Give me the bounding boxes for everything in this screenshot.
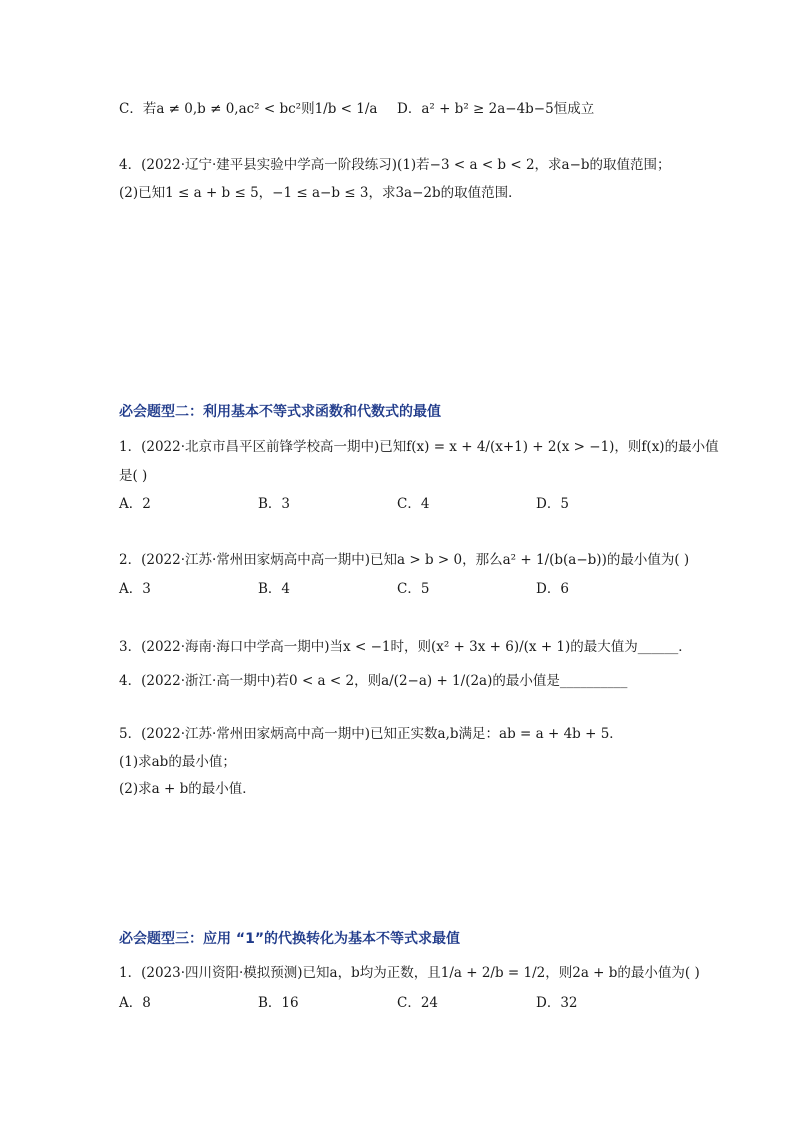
s3-question-1: 1．(2023·四川资阳·模拟预测)已知a，b均为正数，且1/a + 2/b = 1/2，则2a + b的最小值为( ) xyxy=(119,965,700,981)
s2-question-3: 3．(2022·海南·海口中学高一期中)当x < −1时，则(x² + 3x + 6)/(x + 1)的最大值为______． xyxy=(119,639,692,655)
s2-question-5-line3: (2)求a + b的最小值． xyxy=(119,781,256,797)
s3-q1-option-a: A．8 xyxy=(119,995,151,1011)
s3-q1-option-c: C．24 xyxy=(397,995,439,1011)
s3-q1-option-d: D．32 xyxy=(536,995,578,1011)
section-2-title: 必会题型二：利用基本不等式求函数和代数式的最值 xyxy=(119,404,441,420)
s2-question-5-line2: (1)求ab的最小值； xyxy=(119,754,236,770)
s2-question-1-line1: 1．(2022·北京市昌平区前锋学校高一期中)已知f(x) = x + 4/(x+1) + 2(x > −1)，则f(x)的最小值 xyxy=(119,439,719,455)
option-d: D．a² + b² ≥ 2a−4b−5恒成立 xyxy=(397,101,595,117)
s2-question-5-line1: 5．(2022·江苏·常州田家炳高中高一期中)已知正实数a,b满足：ab = a + 4b + 5． xyxy=(119,726,623,742)
s2-q1-option-d: D．5 xyxy=(536,496,569,512)
s2-q2-option-c: C．5 xyxy=(397,581,430,597)
section-3-title: 必会题型三：应用 “1”的代换转化为基本不等式求最值 xyxy=(119,931,461,947)
s2-q2-option-d: D．6 xyxy=(536,581,569,597)
s2-question-1-line2: 是( ) xyxy=(119,468,148,484)
s2-q2-option-a: A．3 xyxy=(119,581,151,597)
s2-question-4: 4．(2022·浙江·高一期中)若0 < a < 2，则a/(2−a) + 1/(2a)的最小值是__________ xyxy=(119,673,628,689)
s2-q2-option-b: B．4 xyxy=(258,581,291,597)
s2-q1-option-b: B．3 xyxy=(258,496,291,512)
s2-question-2: 2．(2022·江苏·常州田家炳高中高一期中)已知a > b > 0，那么a² + 1/(b(a−b))的最小值为( ) xyxy=(119,552,690,568)
s2-q1-option-a: A．2 xyxy=(119,496,151,512)
option-c: C．若a ≠ 0,b ≠ 0,ac² < bc²则1/b < 1/a xyxy=(119,101,378,117)
question-4-part1: 4．(2022·辽宁·建平县实验中学高一阶段练习)(1)若−3 < a < b < 2，求a−b的取值范围； xyxy=(119,157,671,173)
s3-q1-option-b: B．16 xyxy=(258,995,299,1011)
question-4-part2: (2)已知1 ≤ a + b ≤ 5，−1 ≤ a−b ≤ 3，求3a−2b的取值范围． xyxy=(119,185,522,201)
s2-q1-option-c: C．4 xyxy=(397,496,430,512)
